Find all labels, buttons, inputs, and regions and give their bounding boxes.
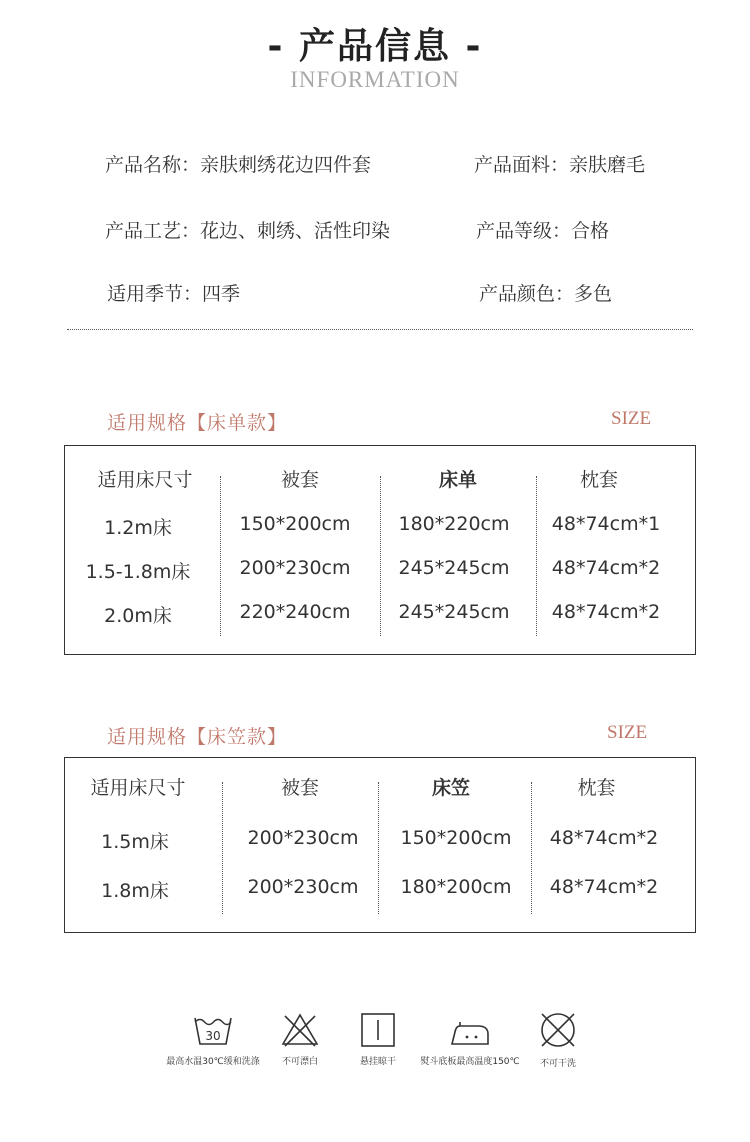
table-cell: 220*240cm	[239, 601, 351, 623]
table-cell: 245*245cm	[398, 557, 510, 579]
info-product-name: 产品名称：亲肤刺绣花边四件套	[105, 154, 372, 176]
page-subtitle: INFORMATION	[290, 67, 460, 92]
table-cell: 200*230cm	[247, 876, 359, 898]
care-label: 熨斗底板最高温度150℃	[420, 1057, 520, 1067]
table-cell: 1.8m床	[101, 880, 169, 902]
no-dry-clean-icon	[538, 1010, 578, 1050]
table-cell: 2.0m床	[104, 605, 172, 627]
care-label: 不可漂白	[281, 1057, 318, 1067]
no-bleach-icon	[280, 1012, 320, 1048]
care-item-no-dry-clean	[513, 1010, 603, 1069]
table-cell: 1.2m床	[104, 517, 172, 539]
wash-temperature: 30	[205, 1029, 221, 1043]
table-cell: 48*74cm*2	[549, 827, 659, 849]
header-cell-fitted-sheet: 床笠	[431, 778, 470, 799]
table-cell: 200*230cm	[239, 557, 351, 579]
care-item-hang-dry	[333, 1012, 423, 1067]
care-label: 不可干洗	[539, 1059, 576, 1069]
fitted-size-table	[64, 757, 696, 933]
sheet-size-table	[64, 445, 696, 655]
care-label: 悬挂晾干	[359, 1057, 396, 1067]
care-item-wash	[166, 1012, 260, 1067]
table-cell: 150*200cm	[400, 827, 512, 849]
info-product-season: 适用季节：四季	[107, 283, 241, 305]
wash-30-icon	[193, 1012, 233, 1048]
table-cell: 1.5-1.8m床	[85, 561, 191, 583]
sheet-section-title: 适用规格【床单款】	[107, 413, 288, 434]
sheet-section-size-label: SIZE	[611, 408, 652, 429]
header-cell-duvet: 被套	[280, 778, 319, 799]
care-item-no-bleach	[255, 1012, 345, 1067]
iron-icon	[448, 1012, 492, 1048]
table-cell: 48*74cm*2	[551, 601, 661, 623]
table-cell: 150*200cm	[239, 513, 351, 535]
fitted-section-size-label: SIZE	[607, 722, 648, 743]
info-product-fabric: 产品面料：亲肤磨毛	[474, 154, 646, 176]
header-cell-bed-size: 适用床尺寸	[90, 778, 186, 799]
header-cell-pillowcase: 枕套	[579, 470, 618, 491]
table-cell: 48*74cm*1	[551, 513, 661, 535]
table-cell: 245*245cm	[398, 601, 510, 623]
care-label: 最高水温30℃缓和洗涤	[166, 1057, 260, 1067]
table-cell: 180*200cm	[400, 876, 512, 898]
info-divider	[67, 329, 693, 330]
hang-dry-icon	[358, 1012, 398, 1048]
table-cell: 180*220cm	[398, 513, 510, 535]
header-cell-duvet: 被套	[280, 470, 319, 491]
header-cell-pillowcase: 枕套	[577, 778, 616, 799]
info-product-craft: 产品工艺：花边、刺绣、活性印染	[105, 220, 391, 242]
table-cell: 200*230cm	[247, 827, 359, 849]
table-cell: 48*74cm*2	[551, 557, 661, 579]
care-item-iron	[420, 1012, 520, 1067]
table-cell: 1.5m床	[101, 831, 169, 853]
page-title: - 产品信息 -	[267, 26, 483, 67]
fitted-section-title: 适用规格【床笠款】	[107, 727, 288, 748]
info-product-color: 产品颜色：多色	[479, 283, 613, 305]
header-cell-sheet: 床单	[438, 470, 477, 491]
table-cell: 48*74cm*2	[549, 876, 659, 898]
info-product-grade: 产品等级：合格	[476, 220, 610, 242]
header-cell-bed-size: 适用床尺寸	[97, 470, 193, 491]
